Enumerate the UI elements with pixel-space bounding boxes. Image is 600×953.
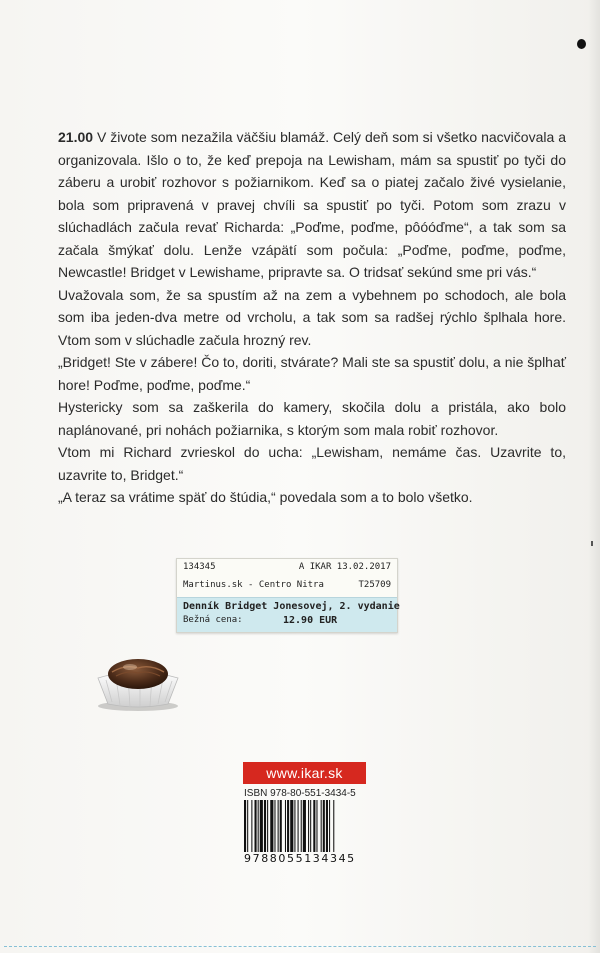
barcode-bar bbox=[285, 800, 286, 852]
excerpt-text bbox=[58, 126, 566, 509]
paragraph-5: Vtom mi Richard zvrieskol do ucha: „Lewisham, nemáme čas. Uzavrite to, uzavrite to, Bridget.“ bbox=[58, 444, 566, 483]
barcode-bar bbox=[303, 800, 306, 852]
sticker-row-store bbox=[183, 580, 391, 593]
sticker-row-price bbox=[183, 615, 391, 628]
barcode-bar bbox=[258, 800, 259, 852]
barcode-bar bbox=[264, 800, 266, 852]
paragraph-1 bbox=[58, 126, 566, 284]
sticker-row-top bbox=[183, 562, 391, 575]
bottom-dashed-line bbox=[4, 946, 596, 947]
barcode-bar bbox=[308, 800, 309, 852]
isbn-text: ISBN 978-80-551-3434-5 bbox=[244, 788, 356, 799]
barcode-bar bbox=[313, 800, 315, 852]
barcode-bar bbox=[301, 800, 302, 852]
sticker-title: Denník Bridget Jonesovej, 2. vydanie bbox=[183, 601, 400, 612]
barcode-bar bbox=[287, 800, 289, 852]
paragraph-1-body: V živote som nezažila väčšiu blamáž. Celý deň som si všetko nacvičovala a organizovala. Išlo o to, že keď prepoja na Lewisham, mám sa spustiť po tyči do záberu a urobiť rozhovor s požiarnikom. Keď sa o piatej začalo živé vysielanie, bola som pripravená v pravej chvíli sa spustiť po tyči. Potom som zrazu v slúchadlách začula revať Richarda: „Poďme, poďme, pôóóďme“, a tak som sa začala šmýkať dolu. Lenže vzápätí som počula: „Poďme, poďme, poďme, Newcastle! Bridget v Lewishame, pripravte sa. O tridsať sekúnd sme pri vás.“ bbox=[58, 129, 566, 280]
barcode-bar bbox=[251, 800, 252, 852]
sticker-store: Martinus.sk - Centro Nitra bbox=[183, 580, 324, 590]
sticker-code: 134345 bbox=[183, 562, 216, 572]
barcode-bar bbox=[270, 800, 273, 852]
barcode bbox=[244, 800, 364, 852]
barcode-number: 9788055134345 bbox=[244, 852, 356, 865]
barcode-bar bbox=[298, 800, 299, 852]
sticker-supplier-date: A IKAR 13.02.2017 bbox=[298, 562, 391, 572]
paragraph-6: „A teraz sa vrátime späť do štúdia,“ povedala som a to bolo všetko. bbox=[58, 489, 473, 505]
barcode-bar bbox=[247, 800, 248, 852]
barcode-bar bbox=[244, 800, 246, 852]
sticker-price-label: Bežná cena: bbox=[183, 615, 243, 625]
barcode-bar bbox=[333, 800, 334, 852]
chocolate-praline-image bbox=[88, 638, 188, 713]
barcode-bar bbox=[255, 800, 257, 852]
paragraph-4: Hystericky som sa zaškerila do kamery, skočila dolu a pristála, ako bolo naplánované, pri nohách požiarnika, s ktorým som mala robiť rozhovor. bbox=[58, 399, 566, 438]
price-sticker bbox=[176, 558, 398, 633]
website-banner: www.ikar.sk bbox=[243, 762, 366, 784]
entry-time: 21.00 bbox=[58, 129, 94, 145]
barcode-bar bbox=[274, 800, 275, 852]
barcode-bar bbox=[280, 800, 282, 852]
barcode-bar bbox=[329, 800, 330, 852]
barcode-bar bbox=[267, 800, 268, 852]
barcode-bar bbox=[290, 800, 293, 852]
paragraph-3: „Bridget! Ste v zábere! Čo to, doriti, stvárate? Mali ste sa spustiť dolu, a nie šplhať hore! Poďme, poďme, poďme.“ bbox=[58, 354, 566, 393]
page-edge-shadow bbox=[588, 0, 600, 953]
sticker-price: 12.90 EUR bbox=[283, 615, 338, 626]
barcode-bar bbox=[310, 800, 311, 852]
barcode-bar bbox=[278, 800, 279, 852]
barcode-bar bbox=[294, 800, 295, 852]
barcode-bar bbox=[316, 800, 317, 852]
edge-mark bbox=[591, 541, 593, 546]
barcode-bar bbox=[323, 800, 325, 852]
barcode-bar bbox=[321, 800, 322, 852]
sticker-store-code: T25709 bbox=[358, 580, 391, 590]
barcode-bar bbox=[326, 800, 328, 852]
ink-dot bbox=[577, 39, 586, 49]
paragraph-2: Uvažovala som, že sa spustím až na zem a vybehnem po schodoch, ale bola som iba jeden-dva metre od vrcholu, a tak som sa radšej rýchlo šplhala hore. Vtom som v slúchadle začula hrozný rev. bbox=[58, 286, 566, 348]
barcode-bar bbox=[260, 800, 263, 852]
